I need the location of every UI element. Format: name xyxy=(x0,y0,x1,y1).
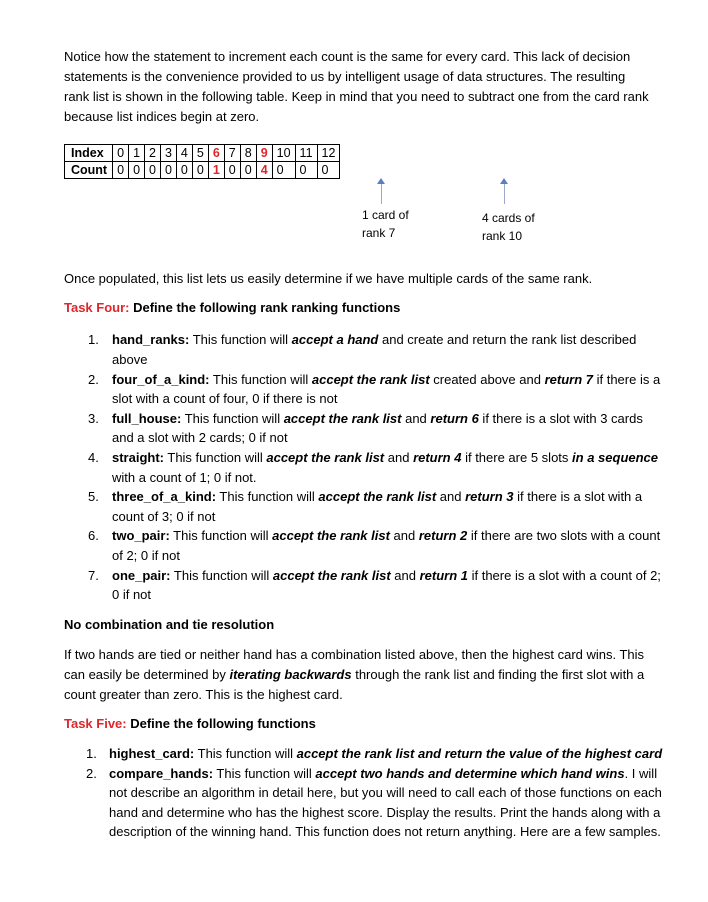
function-name: hand_ranks: xyxy=(112,332,190,347)
index-cell: 4 xyxy=(176,145,192,162)
item-text: created above and xyxy=(429,371,545,387)
item-text: and xyxy=(390,567,420,583)
item-text: if there are two slots with a count of 2; 0 if not xyxy=(112,528,661,564)
item-emphasis: accept the rank list xyxy=(266,450,385,466)
task-four-heading xyxy=(64,298,654,318)
item-text: This function will xyxy=(181,410,284,426)
list-item xyxy=(64,764,664,842)
task-five-list xyxy=(64,744,664,842)
item-emphasis: in a sequence xyxy=(572,450,659,466)
index-cell: 12 xyxy=(317,145,340,162)
item-text: if there is a slot with a count of four, 0 if there is not xyxy=(112,371,661,407)
list-item xyxy=(64,448,664,487)
count-cell: 0 xyxy=(113,162,129,179)
task-five-title: Define the following functions xyxy=(126,716,316,731)
item-emphasis: return 1 xyxy=(419,567,468,583)
item-number: 4. xyxy=(88,450,99,466)
list-item xyxy=(64,526,664,565)
list-item xyxy=(64,487,664,526)
count-cell: 0 xyxy=(224,162,240,179)
index-cell: 2 xyxy=(145,145,161,162)
index-cell-highlight: 9 xyxy=(256,145,272,162)
index-cell: 3 xyxy=(160,145,176,162)
item-emphasis: return 4 xyxy=(413,450,462,466)
index-cell: 8 xyxy=(240,145,256,162)
item-text: This function will xyxy=(216,489,319,505)
task-five-label: Task Five: xyxy=(64,716,127,731)
index-cell: 7 xyxy=(224,145,240,162)
index-cell: 5 xyxy=(192,145,208,162)
item-text: This function will xyxy=(169,528,273,544)
count-cell: 0 xyxy=(317,162,340,179)
item-text: This function will xyxy=(189,332,292,347)
item-text: This function will xyxy=(170,567,273,583)
item-text: and xyxy=(436,489,466,505)
item-text: if there is a slot with a count of 3; 0 if not xyxy=(112,489,643,524)
item-text: This function will xyxy=(209,371,312,387)
item-emphasis: return 2 xyxy=(418,528,468,544)
index-cell: 10 xyxy=(272,145,295,162)
annotation-line: 4 cards of xyxy=(482,211,535,225)
annotation-rank-7 xyxy=(362,206,409,242)
count-cell: 0 xyxy=(192,162,208,179)
annotation-line: 1 card of xyxy=(362,208,409,222)
count-cell: 0 xyxy=(145,162,161,179)
item-text: with a count of 1; 0 if not. xyxy=(112,469,257,485)
function-name: highest_card: xyxy=(109,746,195,761)
function-name: three_of_a_kind: xyxy=(112,489,217,505)
populated-paragraph: Once populated, this list lets us easily determine if we have multiple cards of the same rank. xyxy=(64,271,593,286)
index-header: Index xyxy=(65,145,113,162)
item-number: 1. xyxy=(86,746,97,761)
item-emphasis: accept the rank list xyxy=(318,489,437,505)
list-item xyxy=(64,330,664,369)
item-number: 5. xyxy=(88,489,99,505)
intro-paragraph: Notice how the statement to increment each count is the same for every card. This lack of decision statements is the convenience provided to us by intelligent usage of data structures. The resulting rank list is shown in the following table. Keep in mind that you need to subtract one from the card rank because list indices begin at zero. xyxy=(64,49,649,124)
task-four-label: Task Four: xyxy=(64,300,130,315)
item-text: if there are 5 slots xyxy=(461,450,573,466)
count-row xyxy=(65,162,340,179)
annotation-line: rank 7 xyxy=(362,226,396,240)
tie-emphasis: iterating backwards xyxy=(229,667,352,682)
item-emphasis: accept the rank list xyxy=(283,410,402,426)
item-emphasis: accept the rank list xyxy=(311,371,430,387)
function-name: two_pair: xyxy=(112,528,170,544)
item-text: if there is a slot with a count of 2; 0 if not xyxy=(112,567,661,603)
count-cell: 0 xyxy=(295,162,317,179)
item-number: 7. xyxy=(88,567,99,583)
tie-text: through the rank list and finding the first slot with a count greater than zero. This is the highest card. xyxy=(64,667,645,702)
function-name: straight: xyxy=(112,450,164,466)
index-cell: 0 xyxy=(113,145,129,162)
index-cell: 1 xyxy=(129,145,145,162)
function-name: full_house: xyxy=(112,410,182,426)
item-text: and xyxy=(401,410,431,426)
item-text: . I will not describe an algorithm in detail here, but you will need to call each of those functions on each hand and determine who has the highest score. Display the results. Print the hands along with a description of the winning hand. This function does not return anything. Here are a few samples. xyxy=(109,765,662,840)
function-name: four_of_a_kind: xyxy=(112,371,210,387)
item-text: if there is a slot with 3 cards and a slot with 2 cards; 0 if not xyxy=(112,410,643,446)
item-text: This function will xyxy=(194,746,297,761)
item-emphasis: accept the rank list xyxy=(272,567,391,583)
item-number: 2. xyxy=(86,765,97,781)
tie-text: If two hands are tied or neither hand has a combination listed above, then the highest card wins. This can easily be determined by xyxy=(64,647,645,682)
task-five-heading xyxy=(64,714,654,734)
count-cell: 0 xyxy=(240,162,256,179)
item-emphasis: accept the rank list xyxy=(272,528,390,544)
count-cell: 0 xyxy=(160,162,176,179)
index-cell-highlight: 6 xyxy=(208,145,224,162)
item-number: 6. xyxy=(88,528,99,544)
item-emphasis: return 7 xyxy=(544,371,593,387)
item-number: 3. xyxy=(88,410,99,426)
list-item xyxy=(64,566,664,605)
item-emphasis: accept two hands and determine which hand wins xyxy=(315,765,625,781)
item-emphasis: return 3 xyxy=(465,489,514,505)
count-cell: 0 xyxy=(176,162,192,179)
function-name: one_pair: xyxy=(112,567,171,583)
item-number: 2. xyxy=(88,371,99,387)
list-item xyxy=(64,409,664,448)
item-text: and xyxy=(389,528,419,544)
count-header: Count xyxy=(65,162,113,179)
annotation-rank-10 xyxy=(482,209,535,245)
item-emphasis: accept a hand xyxy=(291,332,379,347)
item-text: This function will xyxy=(164,450,267,466)
index-row xyxy=(65,145,340,162)
list-item xyxy=(64,370,664,409)
tie-paragraph xyxy=(64,645,654,705)
function-name: compare_hands: xyxy=(109,765,214,781)
item-text: and create and return the rank list described above xyxy=(112,332,637,367)
count-cell-highlight: 4 xyxy=(256,162,272,179)
count-cell: 0 xyxy=(129,162,145,179)
count-cell-highlight: 1 xyxy=(208,162,224,179)
tie-heading: No combination and tie resolution xyxy=(64,617,275,632)
task-four-title: Define the following rank ranking functions xyxy=(129,300,401,315)
task-four-list xyxy=(64,330,664,605)
item-number: 1. xyxy=(88,332,99,347)
index-cell: 11 xyxy=(295,145,317,162)
count-cell: 0 xyxy=(272,162,295,179)
item-text: This function will xyxy=(213,765,316,781)
rank-list-table xyxy=(64,144,340,179)
list-item xyxy=(64,744,664,764)
item-emphasis: accept the rank list and return the value of the highest card xyxy=(296,746,663,761)
item-text: and xyxy=(384,450,414,466)
item-emphasis: return 6 xyxy=(430,410,479,426)
annotation-line: rank 10 xyxy=(482,229,523,243)
